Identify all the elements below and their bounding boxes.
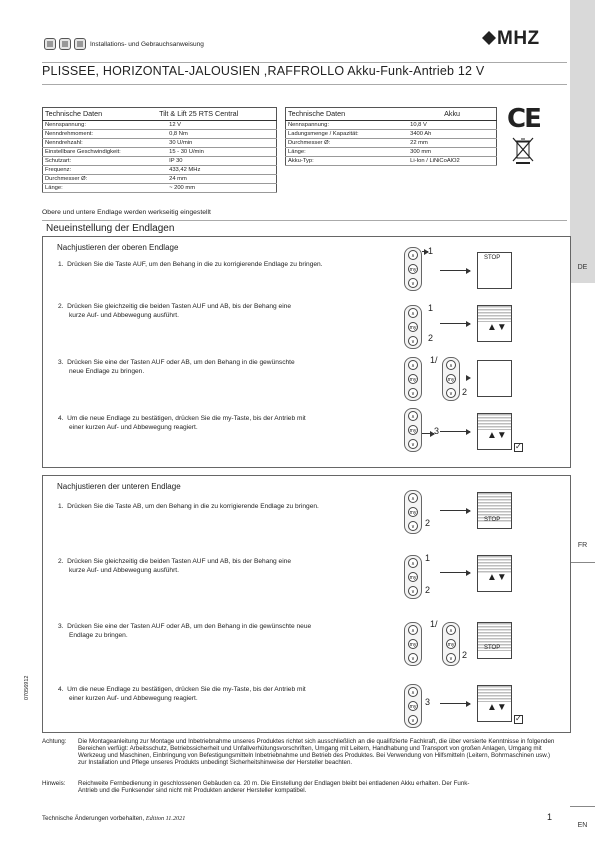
product-icon-raffrollo	[74, 38, 86, 50]
down-button: ∨	[408, 653, 418, 663]
table1-row	[43, 157, 277, 166]
tech-data-motor-table	[42, 107, 277, 193]
footer-note	[42, 815, 185, 822]
spec-label: Ladungsmenge / Kapazität:	[286, 130, 409, 139]
spec-label: Nennspannung:	[43, 121, 158, 130]
table1-title: Technische Daten	[43, 108, 158, 121]
blind-diagram	[477, 305, 512, 342]
spec-value: ~ 200 mm	[157, 184, 276, 193]
down-button: ∨	[446, 388, 456, 398]
spec-label: Schutzart:	[43, 157, 158, 166]
callout-line	[422, 433, 434, 434]
remote-control	[404, 555, 422, 599]
up-down-motion-icon: ▲▼	[487, 572, 507, 583]
flow-arrow	[440, 270, 470, 271]
lang-fr: FR	[577, 542, 588, 549]
step-number: 1	[428, 246, 434, 256]
section-main-title: Neueinstellung der Endlagen	[46, 223, 175, 234]
flow-arrow	[440, 510, 470, 511]
spec-value: Li-Ion / LiNiCoAlO2	[408, 157, 496, 166]
table2-row	[286, 130, 497, 139]
table2-row	[286, 148, 497, 157]
up-down-motion-icon: ▲▼	[487, 322, 507, 333]
lang-de: DE	[577, 264, 588, 271]
step-number: 1	[425, 553, 431, 563]
brand-logo	[482, 31, 496, 50]
page-number: 1	[547, 812, 553, 822]
sidebar-de-highlight	[570, 0, 595, 283]
spec-value: 3400 Ah	[408, 130, 496, 139]
blind-slats	[478, 686, 511, 702]
lower-step-1: 1. Drücken Sie die Taste AB, um den Behang in die zu korrigierende Endlage zu bringen.	[58, 503, 319, 510]
step-number: 2	[428, 333, 434, 343]
spec-label: Einstellbare Geschwindigkeit:	[43, 148, 158, 157]
table2-row	[286, 121, 497, 130]
blind-diagram	[477, 252, 512, 289]
achtung-label: Achtung:	[42, 738, 67, 745]
page-title: PLISSEE, HORIZONTAL-JALOUSIEN ,RAFFROLLO Akku-Funk-Antrieb 12 V	[42, 64, 485, 78]
step-number: 1	[428, 303, 434, 313]
lower-step-2: 2. Drücken Sie gleichzeitig die beiden Tasten AUF und AB, bis der Behang eine kurze Auf- und Abbewegung ausführt.	[58, 558, 292, 574]
upper-step-4: 4. Um die neue Endlage zu bestätigen, drücken Sie die my-Taste, bis der Antrieb mit einer kurzen Auf- und Abbewegung reagiert.	[58, 415, 306, 431]
product-icon-plissee	[44, 38, 56, 50]
note-rule	[42, 220, 567, 221]
table2-row	[286, 139, 497, 148]
table1-row	[43, 130, 277, 139]
up-button: ∧	[446, 360, 456, 370]
flow-arrow	[440, 323, 470, 324]
blind-diagram	[477, 685, 512, 722]
my-button: my	[408, 701, 418, 711]
step-number: 2	[462, 387, 468, 397]
blind-diagram	[477, 360, 512, 397]
spec-value: 30 U/min	[157, 139, 276, 148]
upper-title: Nachjustieren der oberen Endlage	[57, 243, 179, 252]
table2-row	[286, 157, 497, 166]
remote-control	[442, 622, 460, 666]
step-number: 1/	[430, 619, 438, 629]
my-button: my	[446, 639, 456, 649]
remote-control	[404, 684, 422, 728]
step-number: 2	[425, 585, 431, 595]
table1-col: Tilt & Lift 25 RTS Central	[157, 108, 276, 121]
step-number: 2	[425, 518, 431, 528]
lang-divider-en	[570, 806, 595, 807]
remote-control	[404, 622, 422, 666]
document-code: 07056912	[24, 675, 30, 700]
up-button: ∧	[408, 493, 418, 503]
up-down-motion-icon: ▲▼	[487, 430, 507, 441]
down-button: ∨	[408, 439, 418, 449]
down-button: ∨	[408, 388, 418, 398]
up-button: ∧	[408, 411, 418, 421]
table1-row	[43, 166, 277, 175]
footer-edition: Edition 11.2021	[145, 815, 186, 822]
table1-row	[43, 175, 277, 184]
footer-left: Technische Änderungen vorbehalten,	[42, 815, 145, 822]
blind-slats	[478, 414, 511, 430]
my-button: my	[408, 572, 418, 582]
remote-control	[404, 490, 422, 534]
checkmark-icon: ✓	[515, 714, 522, 723]
table1-row	[43, 139, 277, 148]
spec-label: Nennspannung:	[286, 121, 409, 130]
spec-value: 10,8 V	[408, 121, 496, 130]
lang-en: EN	[577, 822, 588, 829]
tech-data-akku-table	[285, 107, 497, 166]
header-rule	[42, 62, 567, 63]
table2-title: Technische Daten	[286, 108, 409, 121]
spec-label: Länge:	[286, 148, 409, 157]
blind-diagram	[477, 622, 512, 659]
spec-label: Nenndrehzahl:	[43, 139, 158, 148]
lower-step-4: 4. Um die neue Endlage zu bestätigen, drücken Sie die my-Taste, bis der Antrieb mit einer kurzen Auf- und Abbewegung reagiert.	[58, 686, 306, 702]
table1-row	[43, 148, 277, 157]
blind-slats	[478, 306, 511, 322]
title-rule	[42, 84, 567, 85]
down-button: ∨	[408, 336, 418, 346]
stop-label: STOP	[484, 517, 501, 523]
spec-label: Nenndrehmoment:	[43, 130, 158, 139]
flow-arrow	[440, 572, 470, 573]
step-number: 3	[425, 697, 431, 707]
spec-label: Durchmesser Ø:	[286, 139, 409, 148]
product-icon-jalousie	[59, 38, 71, 50]
table2-col: Akku	[408, 108, 496, 121]
my-button: my	[408, 507, 418, 517]
blind-diagram	[477, 555, 512, 592]
brand-name: MHZ	[497, 28, 540, 49]
up-button: ∧	[408, 625, 418, 635]
my-button: my	[408, 639, 418, 649]
my-button: my	[408, 374, 418, 384]
up-button: ∧	[408, 308, 418, 318]
stop-label: STOP	[484, 255, 501, 261]
up-down-motion-icon: ▲▼	[487, 702, 507, 713]
hinweis-label: Hinweis:	[42, 780, 66, 787]
spec-label: Durchmesser Ø:	[43, 175, 158, 184]
hinweis-text: Reichweite Fernbedienung in geschlossenen Gebäuden ca. 20 m. Die Einstellung der Endlagen bleibt bei entladenen Akku erhalten. Der Funk-Antrieb und die Funksender sind nicht mit Produkten anderer Hersteller kompatibel.	[78, 780, 470, 795]
remote-control	[404, 357, 422, 401]
blind-diagram	[477, 413, 512, 450]
spec-value: 22 mm	[408, 139, 496, 148]
upper-step-1: 1. Drücken Sie die Taste AUF, um den Behang in die zu korrigierende Endlage zu bringen.	[58, 261, 323, 268]
blind-diagram	[477, 492, 512, 529]
spec-value: 300 mm	[408, 148, 496, 157]
callout-line	[422, 251, 428, 252]
my-button: my	[408, 264, 418, 274]
remote-control	[404, 408, 422, 452]
spec-label: Frequenz:	[43, 166, 158, 175]
table1-row	[43, 121, 277, 130]
down-button: ∨	[408, 586, 418, 596]
spec-value: 0,8 Nm	[157, 130, 276, 139]
spec-label: Akku-Typ:	[286, 157, 409, 166]
upper-step-3: 3. Drücken Sie eine der Tasten AUF oder AB, um den Behang in die gewünschte neue Endlage zu bringen.	[58, 359, 295, 375]
lang-divider-fr	[570, 562, 595, 563]
crossed-bin-icon	[512, 136, 534, 169]
my-button: my	[408, 425, 418, 435]
up-button: ∧	[408, 687, 418, 697]
step-number: 2	[462, 650, 468, 660]
up-button: ∧	[446, 625, 456, 635]
down-button: ∨	[408, 521, 418, 531]
lower-title: Nachjustieren der unteren Endlage	[57, 482, 181, 491]
ce-mark: CE	[507, 104, 540, 134]
header-subtitle: Installations- und Gebrauchsanweisung	[90, 41, 204, 48]
up-button: ∧	[408, 558, 418, 568]
table1-row	[43, 184, 277, 193]
down-button: ∨	[408, 278, 418, 288]
upper-step-2: 2. Drücken Sie gleichzeitig die beiden Tasten AUF und AB, bis der Behang eine kurze Auf- und Abbewegung ausführt.	[58, 303, 292, 319]
remote-control	[442, 357, 460, 401]
remote-control	[404, 247, 422, 291]
diamond-icon	[482, 31, 496, 45]
achtung-text: Die Montageanleitung zur Montage und Inbetriebnahme unseres Produktes richtet sich ausschließlich an die qualifizierte Fachkraft, die über versierte Kenntnisse in folgenden Bereichen verfügt: Arbeitsschutz, Betriebssicherheit und Unfallverhütungsvorschriften, Umgang mit Leitern, Handhabung und Transport von großen Anlagen, Umgang mit Werkzeug und Maschinen, Einbringung von Befestigungsmitteln Inbetriebnahme und Betrieb des Produktes. Bei Verwendung von Hilfsmitteln (Leitern, Bohrmaschinen usw.) zur Installation und Pflege unseres Produkts unbedingt Sicherheitshinweise der Hersteller beachten.	[78, 738, 555, 767]
step-number: 3	[434, 426, 440, 436]
spec-value: 15 - 30 U/min	[157, 148, 276, 157]
my-button: my	[408, 322, 418, 332]
spec-value: 12 V	[157, 121, 276, 130]
checkmark-icon: ✓	[515, 442, 522, 451]
flow-arrow	[440, 703, 470, 704]
stop-label: STOP	[484, 645, 501, 651]
spec-value: 24 mm	[157, 175, 276, 184]
up-button: ∧	[408, 360, 418, 370]
flow-arrow	[440, 431, 470, 432]
spec-value: IP 30	[157, 157, 276, 166]
remote-control	[404, 305, 422, 349]
lower-step-3: 3. Drücken Sie eine der Tasten AUF oder AB, um den Behang in die gewünschte neue Endlage zu bringen.	[58, 623, 312, 639]
my-button: my	[446, 374, 456, 384]
down-button: ∨	[408, 715, 418, 725]
endlage-note: Obere und untere Endlage werden werkseitig eingestellt	[42, 209, 211, 216]
spec-value: 433,42 MHz	[157, 166, 276, 175]
step-number: 1/	[430, 355, 438, 365]
spec-label: Länge:	[43, 184, 158, 193]
up-button: ∧	[408, 250, 418, 260]
blind-slats	[478, 556, 511, 574]
down-button: ∨	[446, 653, 456, 663]
